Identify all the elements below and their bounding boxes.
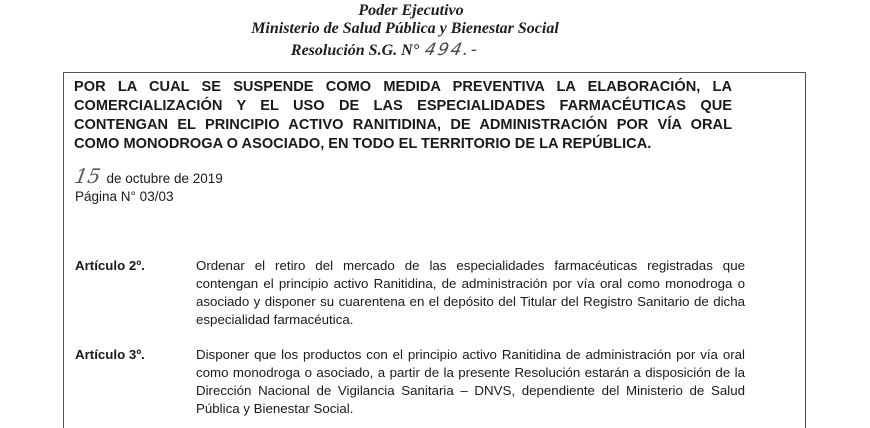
frame-top-rule <box>63 72 805 73</box>
frame-right-rule <box>805 72 806 428</box>
resolution-title: POR LA CUAL SE SUSPENDE COMO MEDIDA PREVENTIVA LA ELABORACIÓN, LA COMERCIALIZACIÓN Y EL USO DE LAS ESPECIALIDADES FARMACÉUTICAS QUE CONTENGAN EL PRINCIPIO ACTIVO RANITIDINA, DE ADMINISTRACIÓN POR VÍA ORAL COMO MONODROGA O ASOCIADO, EN TODO EL TERRITORIO DE LA REPÚBLICA. <box>74 79 732 152</box>
article-2-label: Artículo 2º. <box>75 258 145 273</box>
resolution-number: 494.- <box>422 40 482 60</box>
handwritten-day: 15 <box>72 164 103 188</box>
page-number: Página N° 03/03 <box>75 189 174 204</box>
date-text: de octubre de 2019 <box>106 171 223 186</box>
date-line <box>72 164 223 188</box>
header-resolution <box>0 40 820 60</box>
date-block <box>72 164 223 206</box>
article-3-label: Artículo 3º. <box>75 347 145 362</box>
frame-left-rule <box>63 72 64 428</box>
resolution-label: Resolución S.G. N° <box>290 42 420 59</box>
article-3-text: Disponer que los productos con el principio activo Ranitidina de administración por vía oral como monodroga o asociado, a partir de la presente Resolución estarán a disposición de la Dirección Nacional de Vigilancia Sanitaria – DNVS, dependiente del Ministerio de Salud Pública y Bienestar Social. <box>196 347 745 416</box>
article-2-text: Ordenar el retiro del mercado de las especialidades farmacéuticas registradas que contengan el principio activo Ranitidina, de administración por vía oral como monodroga o asociado y disponer su cuarentena en el depósito del Titular del Registro Sanitario de dicha especialidad farmacéutica. <box>196 258 745 327</box>
header-executive-power: Poder Ejecutivo <box>358 2 464 19</box>
header-ministry: Ministerio de Salud Pública y Bienestar Social <box>251 20 559 37</box>
